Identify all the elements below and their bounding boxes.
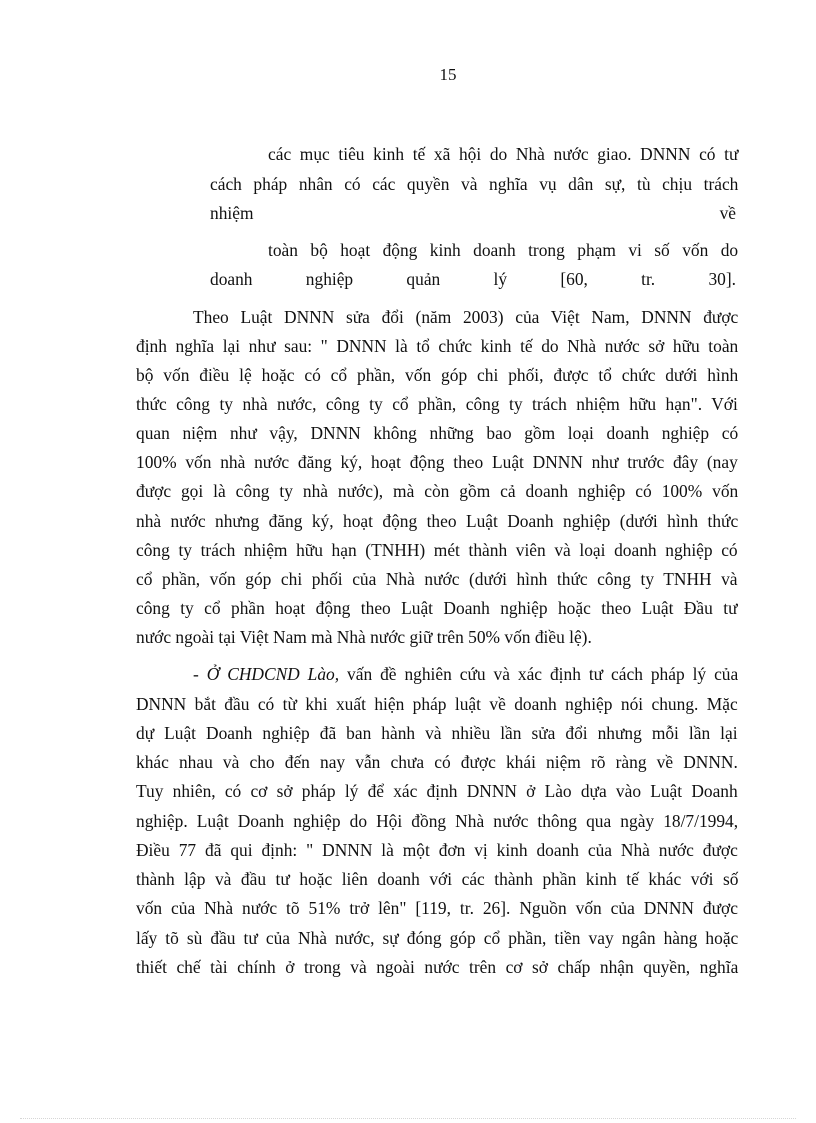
paragraph-line: nhà nước nhưng đăng ký, hoạt động theo Luật Doanh nghiệp (dưới hình thức xyxy=(136,511,739,531)
paragraph-line: DNNN bắt đầu có từ khi xuất hiện pháp luật về doanh nghiệp nói chung. Mặc xyxy=(136,694,738,714)
quote-line-3-left: nhiệm xyxy=(210,203,254,223)
paragraph-line: 100% vốn nhà nước đăng ký, hoạt động theo Luật DNNN như trước đây (nay xyxy=(136,452,738,472)
first-line-rest: vấn đề nghiên cứu và xác định tư cách pháp lý của xyxy=(339,664,739,684)
paragraph-line: thành lập và đầu tư hoặc liên doanh với các thành phần kinh tế khác với số xyxy=(136,869,739,889)
paragraph-first-line xyxy=(193,662,738,686)
quote-word: tr. xyxy=(641,269,656,289)
paragraph-line: thiết chế tài chính ở trong và ngoài nước trên cơ sở chấp nhận quyền, nghĩa xyxy=(136,957,739,977)
paragraph-line: bộ vốn điều lệ hoặc có cổ phần, vốn góp chi phối, được tổ chức dưới hình xyxy=(136,365,739,385)
paragraph-line: quan niệm như vậy, DNNN không những bao gồm loại doanh nghiệp có xyxy=(136,423,739,443)
quote-line-5 xyxy=(210,267,736,291)
paragraph-line: Điều 77 đã qui định: " DNNN là một đơn vị kinh doanh của Nhà nước được xyxy=(136,840,738,860)
italic-country-label: Ở CHDCND Lào, xyxy=(206,664,340,684)
paragraph-line: công ty cổ phần hoạt động theo Luật Doanh nghiệp hoặc theo Luật Đầu tư xyxy=(136,598,738,618)
paragraph-line: nước ngoài tại Việt Nam mà Nhà nước giữ trên 50% vốn điều lệ). xyxy=(136,627,592,647)
paragraph-line: thức công ty nhà nước, công ty cổ phần, công ty trách nhiệm hữu hạn". Với xyxy=(136,394,738,414)
quote-word: doanh xyxy=(210,269,253,289)
quote-word: nghiệp xyxy=(305,269,354,289)
quote-word: quản xyxy=(406,269,441,289)
quote-word: 30]. xyxy=(708,269,736,289)
quote-line-1: các mục tiêu kinh tế xã hội do Nhà nước giao. DNNN có tư xyxy=(268,144,739,164)
paragraph-line: cổ phần, vốn góp chi phối của Nhà nước (dưới hình thức công ty TNHH và xyxy=(136,569,738,589)
quote-word: [60, xyxy=(560,269,588,289)
quote-line-3 xyxy=(210,201,736,225)
page-bottom-divider xyxy=(20,1118,796,1119)
quote-word: lý xyxy=(493,269,508,289)
paragraph-line: định nghĩa lại như sau: " DNNN là tổ chức kinh tế do Nhà nước sở hữu toàn xyxy=(136,336,739,356)
paragraph-line: công ty trách nhiệm hữu hạn (TNHH) mét thành viên và loại doanh nghiệp có xyxy=(136,540,738,560)
quote-line-4: toàn bộ hoạt động kinh doanh trong phạm vi số vốn do xyxy=(268,240,739,260)
paragraph-line: vốn của Nhà nước tõ 51% trở lên" [119, tr. 26]. Nguồn vốn của DNNN được xyxy=(136,898,738,918)
paragraph-line: dự Luật Doanh nghiệp đã ban hành và nhiều lần sửa đổi nhưng mỗi lần lại xyxy=(136,723,738,743)
paragraph-line: khác nhau và cho đến nay vẫn chưa có được khái niệm rõ ràng về DNNN. xyxy=(136,752,738,772)
paragraph-line: được gọi là công ty nhà nước), mà còn gồm cả doanh nghiệp có 100% vốn xyxy=(136,481,739,501)
paragraph-line: Tuy nhiên, có cơ sở pháp lý để xác định DNNN ở Lào dựa vào Luật Doanh xyxy=(136,781,738,801)
quote-line-3-right: về xyxy=(719,203,736,223)
paragraph-line: lấy tõ sù đầu tư của Nhà nước, sự đóng góp cổ phần, tiền vay ngân hàng hoặc xyxy=(136,928,739,948)
page-number: 15 xyxy=(439,65,457,84)
quote-line-2: cách pháp nhân có các quyền và nghĩa vụ dân sự, tù chịu trách xyxy=(210,174,739,194)
list-dash: - xyxy=(193,664,207,684)
paragraph-line: Theo Luật DNNN sửa đổi (năm 2003) của Việt Nam, DNNN được xyxy=(193,307,739,327)
paragraph-line: nghiệp. Luật Doanh nghiệp do Hội đồng Nhà nước thông qua ngày 18/7/1994, xyxy=(136,811,739,831)
